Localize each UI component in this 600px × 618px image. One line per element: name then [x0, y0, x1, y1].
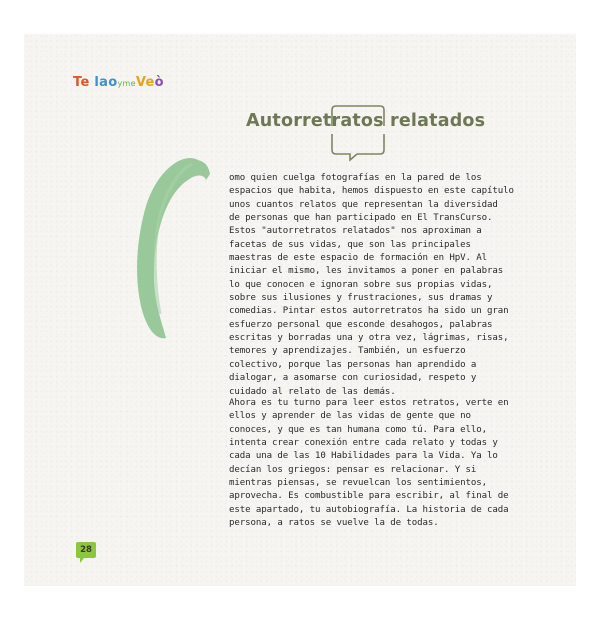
paragraph-1: omo quien cuelga fotografías en la pared de los espacios que habita, hemos dispuesto en este capítulo unos cuantos relatos que representan la diversidad de personas que han participado en El TransCurso. Estos "autorretratos relatados" nos aproximan a facetas de sus vidas, que son las principales maestras de este espacio de formación en HpV. Al iniciar el mismo, les invitamos a poner en palabras lo que conocen e ignoran sobre sus propias vidas, sobre sus ilusiones y frustraciones, sus dramas y comedias. Pintar estos autorretratos ha sido un gran esfuerzo personal que esconde desahogos, palabras escritas y borradas una y otra vez, lágrimas, risas, temores y aprendizajes. También, un esfuerzo colectivo, porque las personas han aprendido a dialogar, a asomarse con curiosidad, respeto y cuidado al relato de las demás.	[229, 173, 514, 397]
logo	[73, 75, 164, 90]
logo-part: Ve	[135, 75, 155, 90]
paragraph-2: Ahora es tu turno para leer estos retratos, verte en ellos y aprender de las vidas de gente que no conoces, y que es tan humana como tú. Para ello, intenta crear conexión entre cada relato y todas y cada una de las 10 Habilidades para la Vida. Ya lo decían los griegos: pensar es relacionar. Y si mientras piensas, se revuelcan los sentimientos, aprovecha. Es combustible para escribir, al final de este apartado, tu autobiografía. La historia de cada persona, a ratos se vuelve la de todas.	[229, 398, 509, 529]
page-number: 28	[80, 545, 92, 555]
page	[24, 34, 576, 586]
page-number-badge	[76, 542, 96, 564]
page-title: Autorretratos relatados	[246, 111, 486, 131]
logo-part: lao	[94, 75, 118, 90]
title-block	[246, 104, 486, 166]
logo-part: ò	[154, 75, 164, 90]
logo-part: Te	[73, 75, 95, 90]
logo-part: yme	[117, 79, 136, 88]
drop-cap-c	[132, 154, 212, 344]
